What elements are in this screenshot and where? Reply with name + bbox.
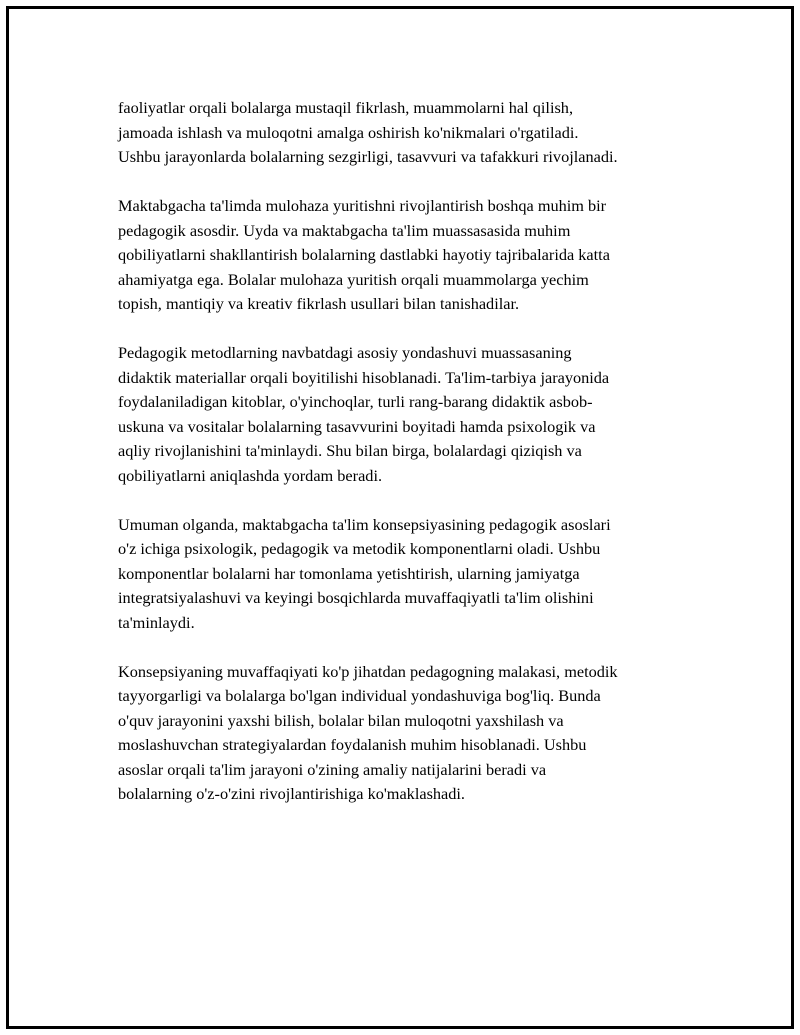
- paragraph-1: faoliyatlar orqali bolalarga mustaqil fikrlash, muammolarni hal qilish, jamoada ishlash va muloqotni amalga oshirish ko'nikmalari o'rgatiladi. Ushbu jarayonlarda bolalarning sezgirligi, tasavvuri va tafakkuri rivojlanadi.: [118, 98, 618, 166]
- document-body: [118, 96, 670, 831]
- paragraph-4: Umuman olganda, maktabgacha ta'lim konsepsiyasining pedagogik asoslari o'z ichiga psixologik, pedagogik va metodik komponentlarni oladi. Ushbu komponentlar bolalarni har tomonlama yetishtirish, ularning jamiyatga integratsiyalashuvi va keyingi bosqichlarda muvaffaqiyatli ta'lim olishini ta'minlaydi.: [118, 514, 611, 632]
- paragraph-3: Pedagogik metodlarning navbatdagi asosiy yondashuvi muassasaning didaktik materiallar orqali boyitilishi hisoblanadi. Ta'lim-tarbiya jarayonida foydalaniladigan kitoblar, o'yinchoqlar, turli rang-barang didaktik asbob- uskuna va vositalar bolalarning tasavvurini boyitadi hamda psixologik va aqliy rivojlanishini ta'minlaydi. Shu bilan birga, bolalardagi qiziqish va qobiliyatlarni aniqlashda yordam beradi.: [118, 343, 610, 485]
- paragraph-5: Konsepsiyaning muvaffaqiyati ko'p jihatdan pedagogning malakasi, metodik tayyorgarligi va bolalarga bo'lgan individual yondashuviga bog'liq. Bunda o'quv jarayonini yaxshi bilish, bolalar bilan muloqotni yaxshilash va moslashuvchan strategiyalardan foydalanish muhim hisoblanadi. Ushbu asoslar orqali ta'lim jarayoni o'zining amaliy natijalarini beradi va bolalarning o'z-o'zini rivojlantirishiga ko'maklashadi.: [118, 661, 618, 803]
- paragraph-2: Maktabgacha ta'limda mulohaza yuritishni rivojlantirish boshqa muhim bir pedagogik asosdir. Uyda va maktabgacha ta'lim muassasasida muhim qobiliyatlarni shakllantirish bolalarning dastlabki hayotiy tajribalarida katta ahamiyatga ega. Bolalar mulohaza yuritish orqali muammolarga yechim topish, mantiqiy va kreativ fikrlash usullari bilan tanishadilar.: [118, 196, 610, 313]
